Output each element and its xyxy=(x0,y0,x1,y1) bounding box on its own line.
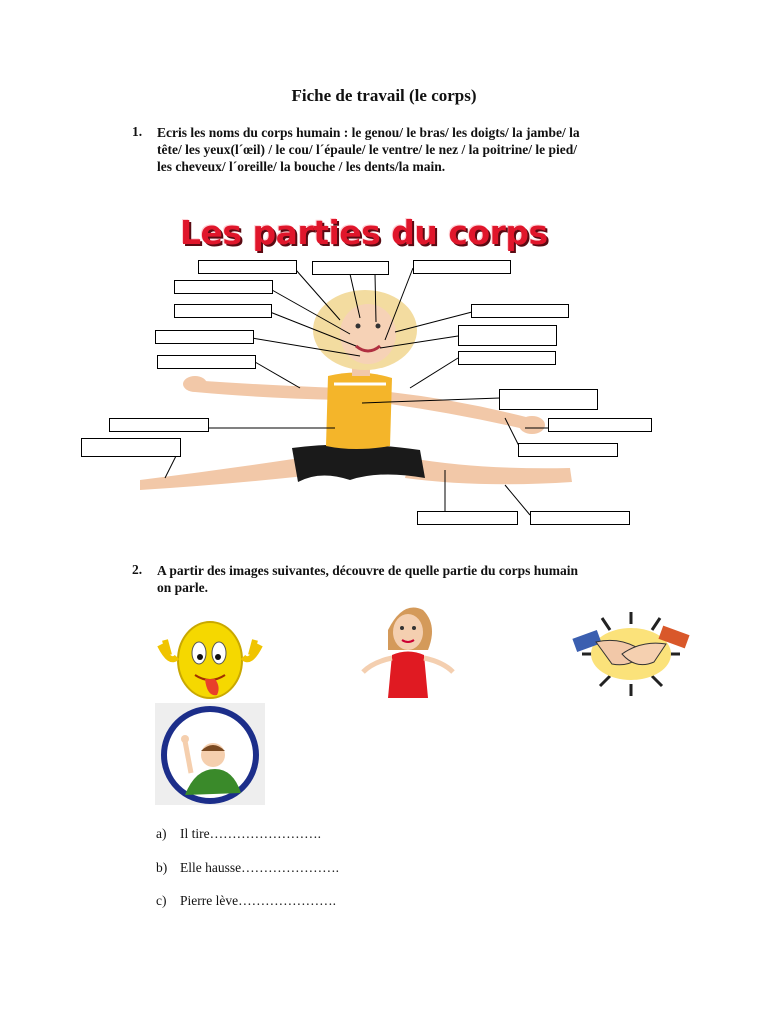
right-hand xyxy=(519,416,545,434)
answer-box[interactable] xyxy=(458,351,556,365)
left-leg xyxy=(140,458,305,490)
answer-box[interactable] xyxy=(548,418,652,432)
smiley-tongue-icon xyxy=(155,615,270,705)
right-leg xyxy=(405,458,572,484)
answer-box[interactable] xyxy=(155,330,254,344)
left-hand xyxy=(183,376,207,392)
question-1-line-2: tête/ les yeux(l´œil) / le cou/ l´épaule/ le ventre/ le nez / la poitrine/ le pied/ xyxy=(157,142,578,157)
question-2-line-1: A partir des images suivantes, découvre de quelle partie du corps humain xyxy=(157,563,579,578)
question-2-text xyxy=(157,562,578,596)
shrugging-woman-icon xyxy=(358,600,458,700)
answer-text: Elle hausse…………………. xyxy=(180,860,339,875)
answer-box[interactable] xyxy=(530,511,630,525)
answer-box[interactable] xyxy=(471,304,569,318)
question-1-line-1: Ecris les noms du corps humain : le genou/ le bras/ les doigts/ la jambe/ la xyxy=(157,125,580,140)
answer-box[interactable] xyxy=(417,511,518,525)
answer-box[interactable] xyxy=(157,355,256,369)
answer-text: Il tire……………………. xyxy=(180,826,321,841)
worksheet-title: Fiche de travail (le corps) xyxy=(291,86,477,105)
answer-line-c xyxy=(156,893,336,909)
answer-box[interactable] xyxy=(109,418,209,432)
question-1-number: 1. xyxy=(132,124,143,139)
answer-line-b xyxy=(156,860,339,876)
question-2-line-2: on parle. xyxy=(157,580,209,595)
answer-box[interactable] xyxy=(312,261,389,275)
handshake-icon xyxy=(572,608,690,700)
answer-box[interactable] xyxy=(81,438,181,457)
eye-right xyxy=(376,324,381,329)
answer-box[interactable] xyxy=(458,325,557,346)
answer-line-a xyxy=(156,826,321,842)
answer-box[interactable] xyxy=(499,389,598,410)
boy-raising-finger-icon xyxy=(155,703,265,805)
shorts xyxy=(292,444,425,482)
answer-box[interactable] xyxy=(518,443,618,457)
left-arm xyxy=(190,380,340,400)
answer-letter: a) xyxy=(156,826,167,841)
answer-box[interactable] xyxy=(174,280,273,294)
eye-left xyxy=(356,324,361,329)
body-parts-banner: Les parties du corps xyxy=(180,213,548,252)
answer-box[interactable] xyxy=(174,304,272,318)
answer-box[interactable] xyxy=(198,260,297,274)
answer-box[interactable] xyxy=(413,260,511,274)
answer-letter: b) xyxy=(156,860,168,875)
answer-text: Pierre lève…………………. xyxy=(180,893,336,908)
question-1-line-3: les cheveux/ l´oreille/ la bouche / les dents/la main. xyxy=(157,159,446,174)
question-2-number: 2. xyxy=(132,562,143,577)
answer-letter: c) xyxy=(156,893,167,908)
